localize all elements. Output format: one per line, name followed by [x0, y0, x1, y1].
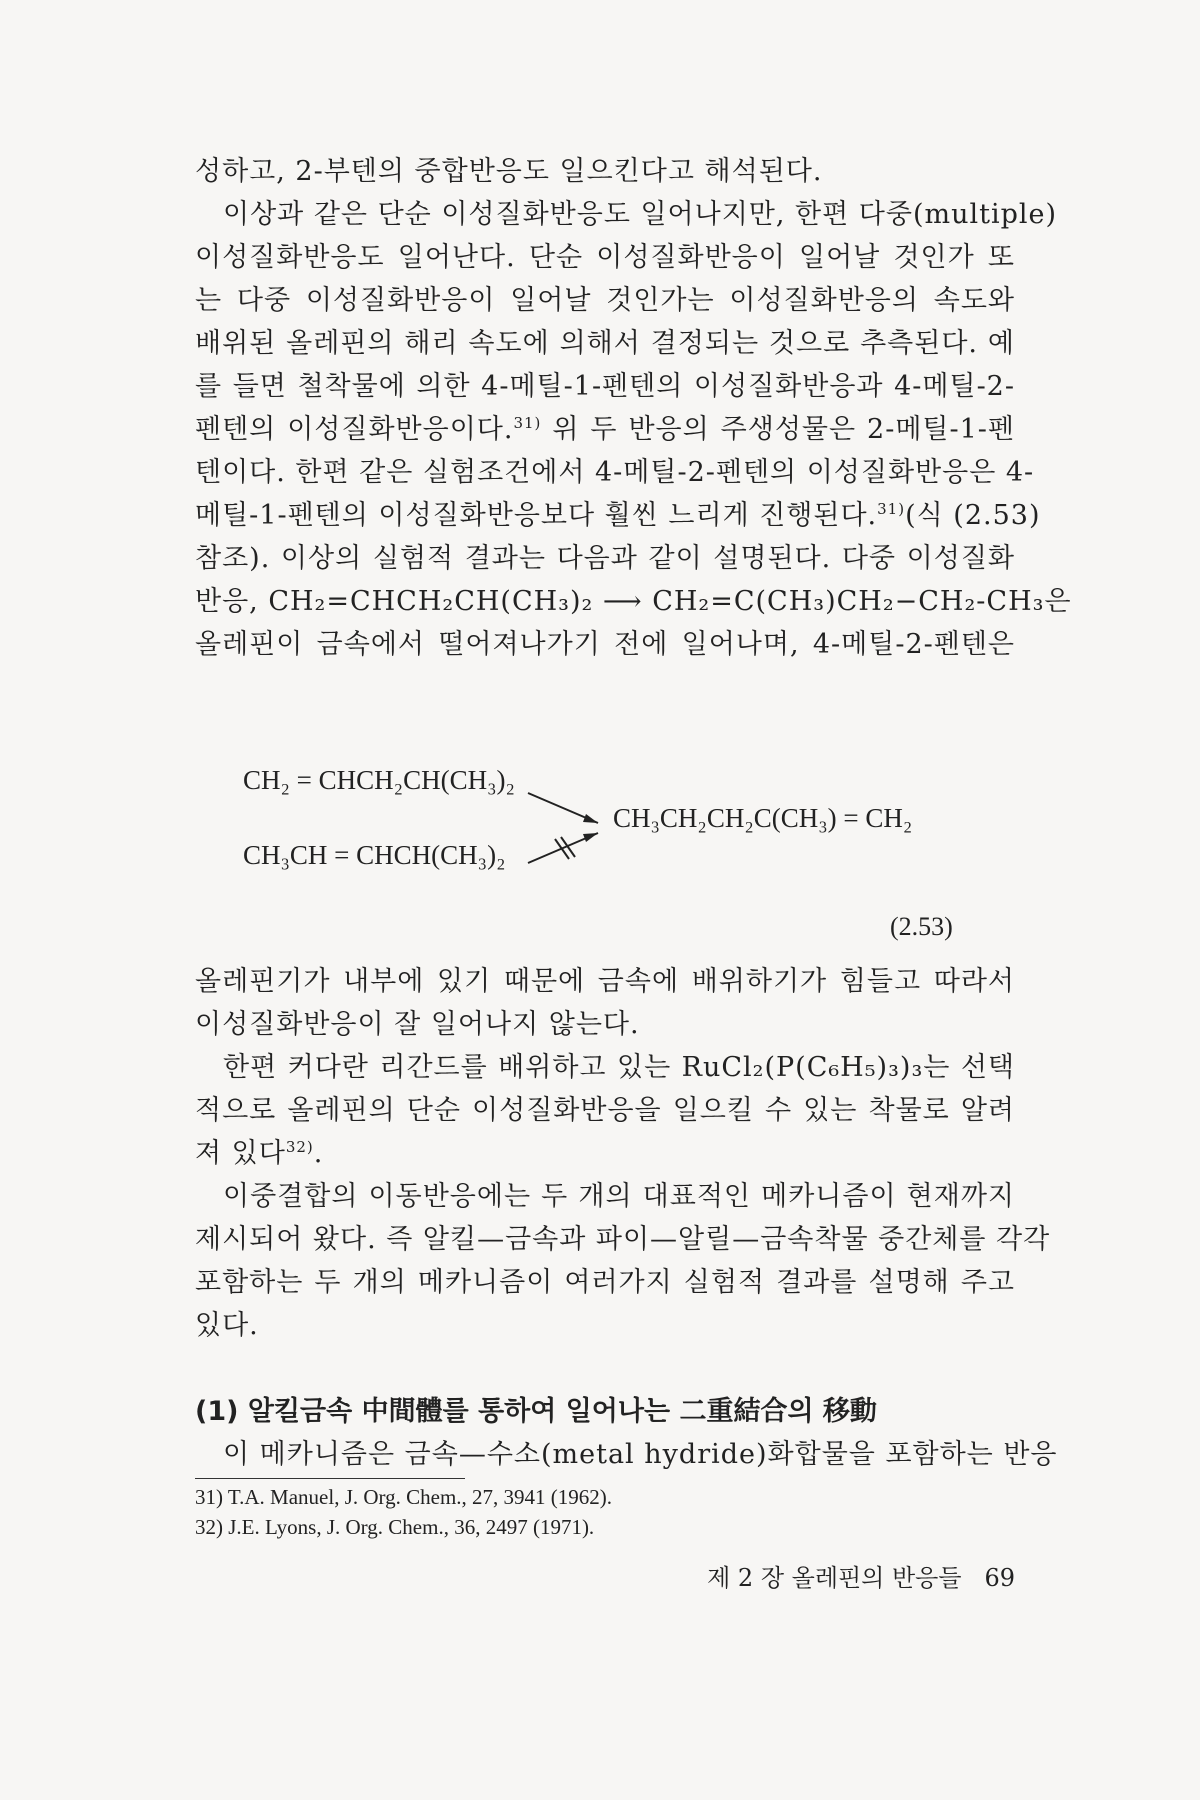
paragraph-line	[195, 408, 1015, 451]
footnote-31: 31) T.A. Manuel, J. Org. Chem., 27, 3941 (1962).	[195, 1485, 613, 1509]
text-span: 져 있다	[195, 1138, 286, 1169]
body-text-top	[195, 150, 1072, 666]
paragraph-line: 올레핀기가 내부에 있기 때문에 금속에 배위하기가 힘들고 따라서	[195, 966, 1015, 997]
page-number: 69	[984, 1564, 1015, 1592]
paragraph-line: 한편 커다란 리간드를 배위하고 있는 RuCl₂(P(C₆H₅)₃)₃는 선택	[223, 1052, 1015, 1083]
paragraph-line: 를 들면 철착물에 의한 4-메틸-1-펜텐의 이성질화반응과 4-메틸-2-	[195, 371, 1015, 402]
body-text-bottom	[195, 960, 1051, 1347]
text-span: 펜텐의 이성질화반응이다.	[195, 414, 514, 445]
reference-31: 31)	[513, 414, 542, 432]
paragraph-line: 배위된 올레핀의 해리 속도에 의해서 결정되는 것으로 추측된다. 예	[195, 328, 1015, 359]
page-footer	[665, 1558, 1015, 1593]
footnotes	[195, 1482, 995, 1542]
paragraph-line: 참조). 이상의 실험적 결과는 다음과 같이 설명된다. 다중 이성질화	[195, 543, 1015, 574]
paragraph-line: 제시되어 왔다. 즉 알킬—금속과 파이—알릴—금속착물 중간체를 각각	[195, 1224, 1051, 1255]
reference-32: 32)	[285, 1138, 314, 1156]
paragraph-line: 이 메카니즘은 금속—수소(metal hydride)화합물을 포함하는 반응	[223, 1439, 1058, 1470]
paragraph-line	[195, 494, 1041, 537]
footnote-32: 32) J.E. Lyons, J. Org. Chem., 36, 2497 (1971).	[195, 1515, 595, 1539]
footnote-rule	[195, 1478, 465, 1479]
text-span: 메틸-1-펜텐의 이성질화반응보다 훨씬 느리게 진행된다.	[195, 500, 878, 531]
equation-number: (2.53)	[890, 912, 953, 941]
paragraph-line: 포함하는 두 개의 메카니즘이 여러가지 실험적 결과를 설명해 주고	[195, 1267, 1015, 1298]
paragraph-line: 이성질화반응도 일어난다. 단순 이성질화반응이 일어날 것인가 또	[195, 242, 1015, 273]
text-span: (식 (2.53)	[905, 500, 1041, 531]
reactant-2: CH₃CH = CHCH(CH₃)₂	[243, 840, 506, 870]
paragraph-line: 있다.	[195, 1310, 259, 1341]
paragraph-line: 는 다중 이성질화반응이 일어날 것인가는 이성질화반응의 속도와	[195, 285, 1015, 316]
reaction-scheme	[243, 755, 1003, 895]
paragraph-line: 져 있다$^{32)}$.	[195, 1138, 324, 1169]
paragraph-line: 올레핀이 금속에서 떨어져나가기 전에 일어나며, 4-메틸-2-펜텐은	[195, 629, 1015, 660]
paragraph-line: 반응, CH₂=CHCH₂CH(CH₃)₂ ⟶ CH₂=C(CH₃)CH₂−CH₂-CH₃은	[195, 586, 1072, 617]
reference-31b: 31)	[877, 500, 906, 518]
chapter-title: 제 2 장 올레핀의 반응들	[707, 1564, 962, 1592]
paragraph-line: 이성질화반응이 잘 일어나지 않는다.	[195, 1009, 640, 1040]
body-text-section	[195, 1433, 1058, 1476]
text-span: 위 두 반응의 주생성물은 2-메틸-1-펜	[552, 414, 1015, 445]
reactant-1: CH₂ = CHCH₂CH(CH₃)₂	[243, 765, 515, 795]
paragraph-line: 적으로 올레핀의 단순 이성질화반응을 일으킬 수 있는 착물로 알려	[195, 1095, 1015, 1126]
paragraph-line: 이상과 같은 단순 이성질화반응도 일어나지만, 한편 다중(multiple)	[223, 199, 1058, 230]
product: CH₃CH₂CH₂C(CH₃) = CH₂	[613, 803, 913, 833]
paragraph-line: 텐이다. 한편 같은 실험조건에서 4-메틸-2-펜텐의 이성질화반응은 4-	[195, 457, 1035, 488]
section-heading: (1) 알킬금속 中間體를 통하여 일어나는 二重結合의 移動	[195, 1396, 877, 1427]
paragraph-line: 성하고, 2-부텐의 중합반응도 일으킨다고 해석된다.	[195, 156, 823, 187]
paragraph-line: 이중결합의 이동반응에는 두 개의 대표적인 메카니즘이 현재까지	[223, 1181, 1015, 1212]
